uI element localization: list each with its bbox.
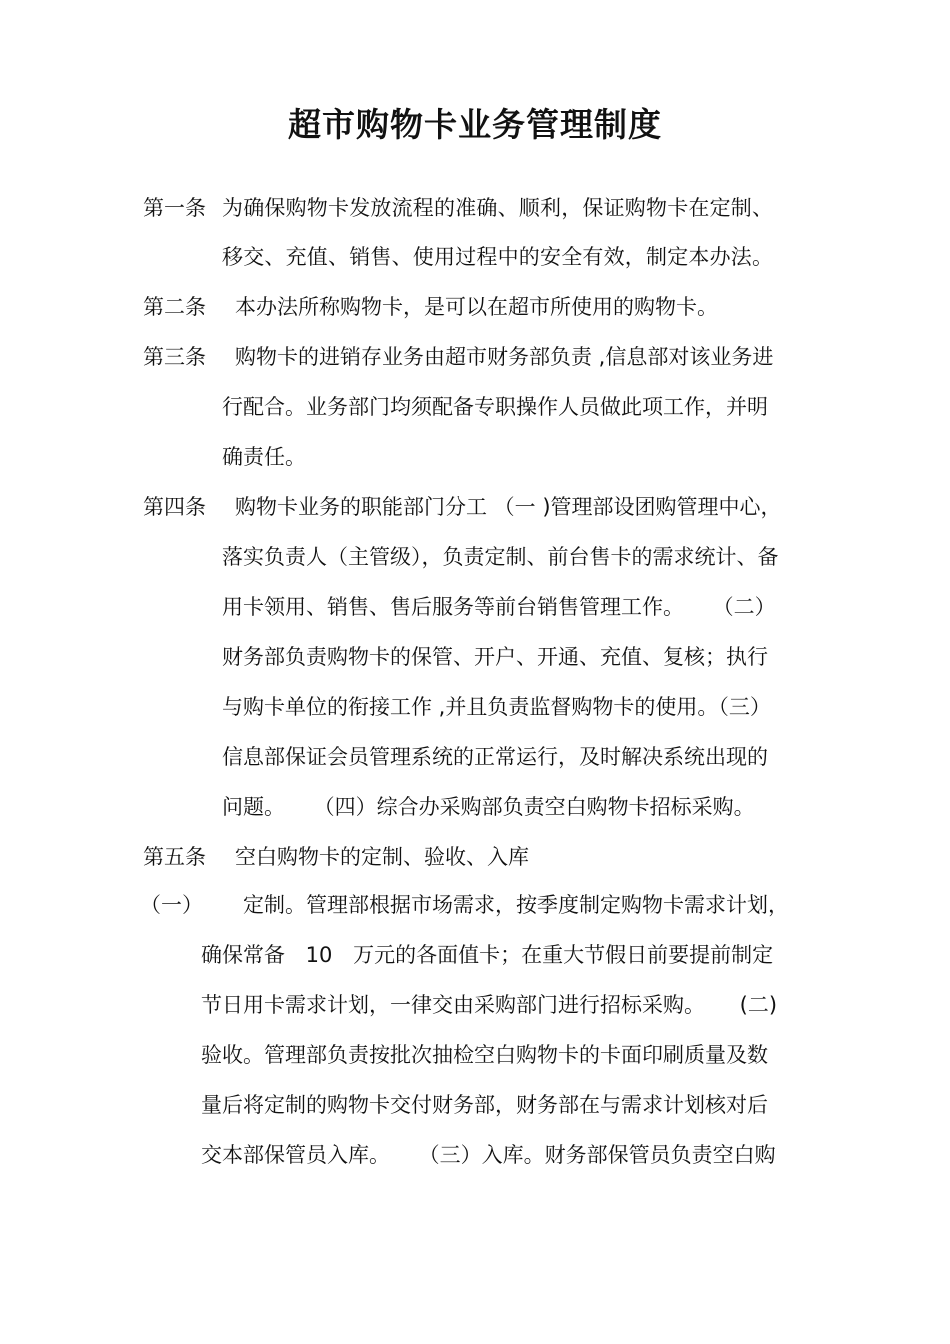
article-line: 落实负责人（主管级），负责定制、前台售卡的需求统计、备 [222, 545, 779, 569]
article-line: 信息部保证会员管理系统的正常运行，及时解决系统出现的 [222, 745, 768, 769]
article-line: 购物卡业务的职能部门分工 （一 )管理部设团购管理中心， [235, 495, 782, 519]
article-line: 与购卡单位的衔接工作 ,并且负责监督购物卡的使用。（三） [222, 695, 771, 719]
document-title: 超市购物卡业务管理制度 [288, 105, 662, 144]
article-line: 本办法所称购物卡，是可以在超市所使用的购物卡。 [235, 295, 718, 319]
article-label: 第一条 [143, 196, 206, 220]
article-line: 财务部负责购物卡的保管、开户、开通、充值、复核；执行 [222, 645, 768, 669]
sub-item-line: 确保常备 10 万元的各面值卡；在重大节假日前要提前制定 [201, 943, 774, 967]
sub-item-line: 量后将定制的购物卡交付财务部，财务部在与需求计划核对后 [201, 1093, 768, 1117]
sub-item-line: 验收。管理部负责按批次抽检空白购物卡的卡面印刷质量及数 [201, 1043, 768, 1067]
article-label: 第二条 [143, 295, 206, 319]
sub-item-label: （一） [140, 893, 203, 917]
sub-item-line: 交本部保管员入库。 （三）入库。财务部保管员负责空白购 [201, 1143, 776, 1167]
article-line: 移交、充值、销售、使用过程中的安全有效，制定本办法。 [222, 245, 774, 269]
article-label: 第三条 [143, 345, 206, 369]
article-line: 确责任。 [222, 445, 306, 469]
article-label: 第五条 [143, 845, 206, 869]
article-line: 为确保购物卡发放流程的准确、顺利，保证购物卡在定制、 [222, 196, 774, 220]
article-line: 行配合。业务部门均须配备专职操作人员做此项工作，并明 [222, 395, 768, 419]
article-label: 第四条 [143, 495, 206, 519]
article-line: 购物卡的进销存业务由超市财务部负责 ,信息部对该业务进 [235, 345, 774, 369]
sub-item-line: 节日用卡需求计划，一律交由采购部门进行招标采购。 (二) [201, 993, 778, 1017]
article-line: 空白购物卡的定制、验收、入库 [235, 845, 529, 869]
article-line: 问题。 （四）综合办采购部负责空白购物卡招标采购。 [222, 795, 755, 819]
article-line: 用卡领用、销售、售后服务等前台销售管理工作。 （二） [222, 595, 776, 619]
sub-item-line: 定制。管理部根据市场需求，按季度制定购物卡需求计划， [243, 893, 789, 917]
